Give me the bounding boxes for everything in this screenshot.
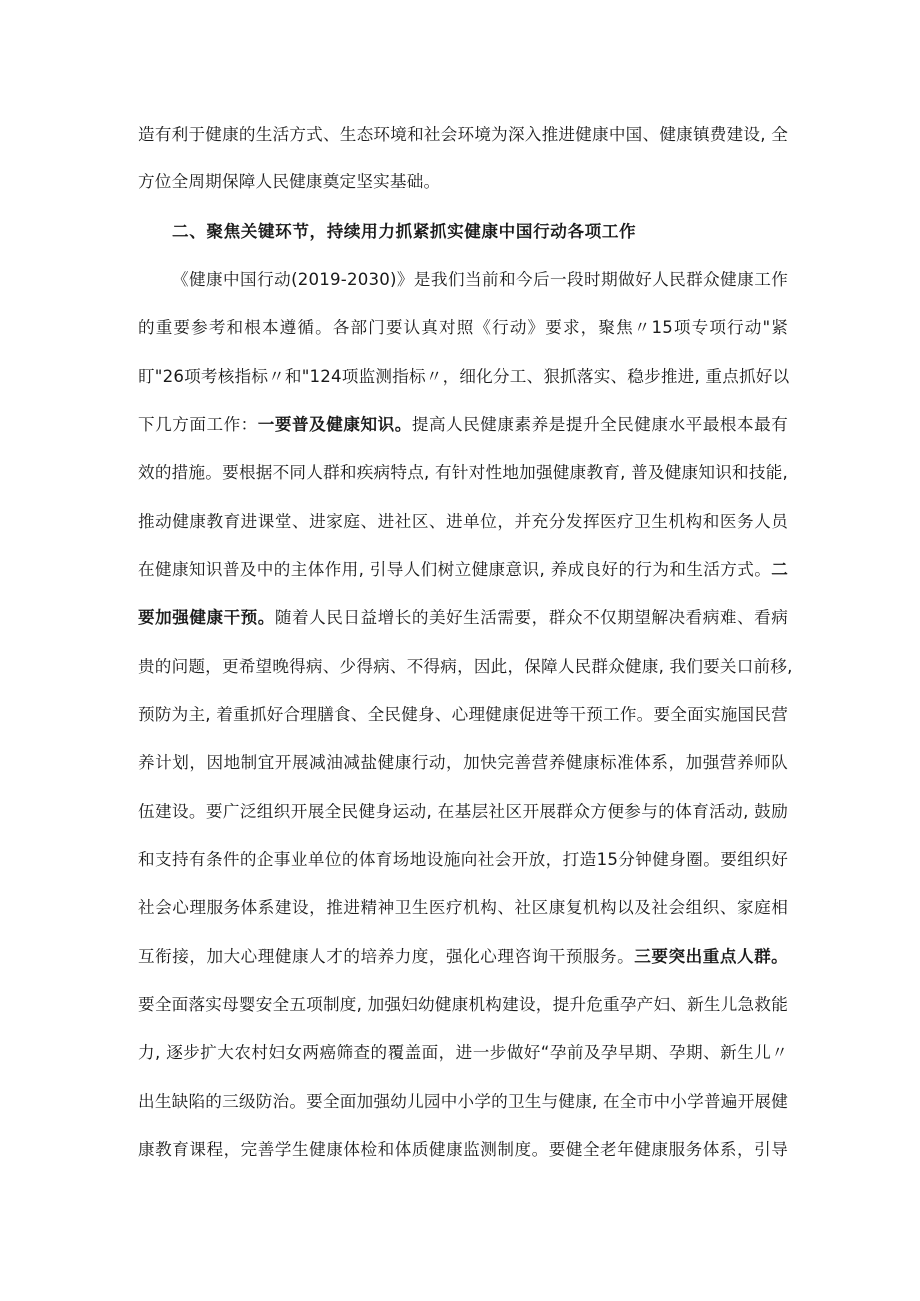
point-heading: 一要普及健康知识。 bbox=[257, 415, 412, 434]
point-heading: 要加强健康干预。 bbox=[138, 608, 275, 627]
line-text: 随着人民日益增长的美好生活需要，群众不仅期望解决看病难、看病 bbox=[274, 608, 789, 627]
body-line bbox=[138, 559, 788, 581]
point-heading: 三要突出重点人群。 bbox=[634, 947, 788, 966]
body-line: 要全面落实母婴安全五项制度, 加强妇幼健康机构建设，提升危重孕产妇、新生儿急救能 bbox=[138, 995, 788, 1014]
body-line bbox=[138, 414, 788, 436]
body-line: 出生缺陷的三级防治。要全面加强幼儿园中小学的卫生与健康, 在全市中小学普遍开展健 bbox=[138, 1092, 788, 1111]
body-line: 推动健康教育进课堂、进家庭、进社区、进单位，并充分发挥医疗卫生机构和医务人员 bbox=[138, 512, 788, 531]
body-line: 力, 逐步扩大农村妇女两癌筛查的覆盖面，进一步做好“孕前及孕早期、孕期、新生儿〃 bbox=[138, 1043, 788, 1062]
body-line: 康教育课程，完善学生健康体检和体质健康监测制度。要健全老年健康服务体系，引导 bbox=[138, 1140, 788, 1159]
section-heading: 二、聚焦关键环节，持续用力抓紧抓实健康中国行动各项工作 bbox=[172, 222, 637, 241]
body-line: 伍建设。要广泛组织开展全民健身运动, 在基层社区开展群众方便参与的体育活动, 鼓励 bbox=[138, 802, 788, 821]
point-heading: 二 bbox=[771, 560, 788, 579]
body-line: 预防为主, 着重抓好合理膳食、全民健身、心理健康促进等干预工作。要全面实施国民营 bbox=[138, 705, 788, 724]
body-line: 的重要参考和根本遵循。各部门要认真对照《行动》要求，聚焦〃15项专项行动"紧 bbox=[138, 318, 788, 337]
body-line: 养计划，因地制宜开展减油减盐健康行动，加快完善营养健康标准体系，加强营养师队 bbox=[138, 753, 788, 772]
line-text: 在健康知识普及中的主体作用, 引导人们树立健康意识, 养成良好的行为和生活方式。 bbox=[138, 560, 772, 579]
line-text: 下几方面工作： bbox=[138, 415, 258, 434]
body-line: 盯"26项考核指标〃和"124项监测指标〃，细化分工、狠抓落实、稳步推进, 重点抓好以 bbox=[138, 367, 790, 386]
body-line: 社会心理服务体系建设，推进精神卫生医疗机构、社区康复机构以及社会组织、家庭相 bbox=[138, 898, 788, 917]
body-line: 效的措施。要根据不同人群和疾病特点, 有针对性地加强健康教育, 普及健康知识和技能, bbox=[138, 463, 788, 482]
body-line: 和支持有条件的企事业单位的体育场地设施向社会开放，打造15分钟健身圈。要组织好 bbox=[138, 850, 788, 869]
body-line: 造有利于健康的生活方式、生态环境和社会环境为深入推进健康中国、健康镇费建设, 全 bbox=[138, 125, 788, 144]
body-line: 贵的问题，更希望晚得病、少得病、不得病，因此，保障人民群众健康, 我们要关口前移, bbox=[138, 657, 793, 676]
body-line: 《健康中国行动(2019-2030)》是我们当前和今后一段时期做好人民群众健康工作 bbox=[172, 270, 788, 289]
line-text: 互衔接，加大心理健康人才的培养力度，强化心理咨询干预服务。 bbox=[138, 947, 635, 966]
body-line bbox=[138, 946, 788, 968]
line-text: 提高人民健康素养是提升全民健康水平最根本最有 bbox=[411, 415, 788, 434]
body-line: 方位全周期保障人民健康奠定坚实基础。 bbox=[138, 172, 441, 191]
body-line bbox=[138, 607, 788, 629]
